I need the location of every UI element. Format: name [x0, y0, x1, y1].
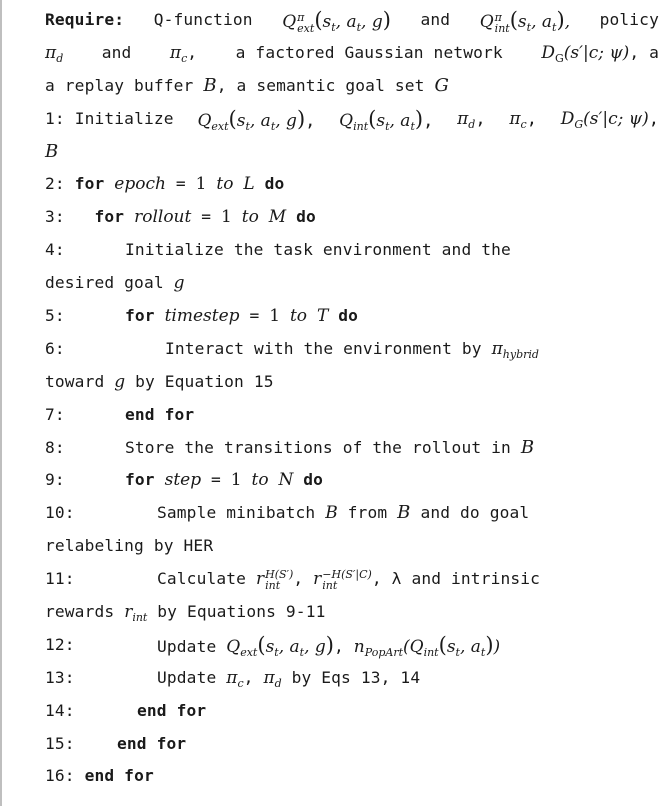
algo-line-9: 9: for step = 1 to N do [45, 470, 324, 491]
line-number: 5: [45, 306, 65, 326]
algo-line-1-cont [45, 136, 659, 169]
replay-buffer-symbol: B [203, 74, 217, 96]
line-number: 12: [45, 634, 75, 654]
algo-line-12: 12: Update $Q_{ext}(s_t$, $a_t$, g), $n_{PopArt}(Q_{int}(s_t$, $a_t$)) [45, 632, 501, 659]
line-number: 7: [45, 404, 65, 424]
line-number: 2: [45, 174, 65, 194]
formula-q-ext: $Q_{ext}(s_t$, $a_t$, g), [197, 106, 316, 133]
require-policy: policy [599, 10, 659, 29]
algo-line-6-cont: toward g by Equation 15 [45, 371, 274, 392]
require-keyword: Require: [45, 10, 125, 29]
require-text-goalset: a semantic goal set [236, 75, 425, 95]
formula-gaussian: $D_G(s'|c$; ψ), [560, 108, 659, 131]
algo-line-16: 16: end for [45, 766, 154, 786]
policy-pi-d: $\pi_d$, [457, 108, 486, 131]
algo-line-3: 3: for rollout = 1 to M do [45, 207, 316, 228]
policy-pi-c: $\pi_c$, [509, 108, 537, 131]
line-number: 16: [45, 766, 75, 786]
formula-gaussian: $D_G(s'|c$; ψ), a [541, 42, 659, 65]
algo-line-14: 14: end for [45, 700, 207, 720]
line-number: 14: [45, 700, 75, 720]
line-number: 6: [45, 338, 65, 358]
line-number: 8: [45, 437, 65, 457]
line-number: 10: [45, 503, 75, 523]
algo-line-11-cont: rewards $r_{int}$ by Equations 9-11 [45, 602, 326, 625]
require-text-buffer: a replay buffer [45, 75, 194, 95]
algo-line-6: 6: Interact with the environment by $\pi_{hybrid}$ [45, 338, 539, 361]
replay-buffer-symbol: B [45, 140, 59, 162]
algo-line-10: 10: Sample minibatch B from B and do goal [45, 502, 530, 524]
algo-line-4: 4: Initialize the task environment and the [45, 240, 511, 260]
algo-line-11: 11: Calculate r H(S′) int , r −H(S′|C) int , λ and intrinsic [45, 567, 541, 592]
algo-line-2: 2: for epoch = 1 to L do [45, 174, 285, 195]
line-number: 13: [45, 667, 75, 687]
formula-q-int: Q π int ($s_t$, $a_t$), [479, 8, 571, 35]
require-and-1: and [420, 10, 451, 29]
require-line-1 [45, 4, 659, 37]
algo-line-1: 1: Initialize $Q_{ext}(s_t$, $a_t$, g), $Q_{int}(s_t$, $a_t$), $\pi_d$, $\pi_c$, $D_G(s'|c$; ψ), [45, 103, 659, 136]
algo-line-15: 15: end for [45, 733, 187, 753]
algo-line-4-cont: desired goal g [45, 273, 185, 294]
line-number: 4: [45, 240, 65, 260]
algo-line-5: 5: for timestep = 1 to T do [45, 306, 358, 327]
line-number: 3: [45, 207, 65, 227]
policy-pi-d: $\pi_d$ [45, 42, 64, 65]
require-text-q-function: Q-function [153, 10, 253, 29]
algo-line-13: 13: Update $\pi_c$, $\pi_d$ by Eqs 13, 14 [45, 667, 421, 690]
require-line-3: a replay buffer B, a semantic goal set G [45, 74, 449, 96]
require-and-2: and [101, 42, 132, 62]
line-number: 11: [45, 569, 75, 589]
line-number: 9: [45, 470, 65, 490]
line-number: 1: [45, 108, 65, 128]
formula-q-int: $Q_{int}(s_t$, $a_t$), [339, 106, 434, 133]
require-line-2 [45, 37, 659, 70]
algo-line-10-cont: relabeling by HER [45, 536, 214, 556]
policy-pi-c: $\pi_c$, [169, 42, 198, 65]
formula-q-ext: Q π ext ($s_t$, $a_t$, g) [282, 8, 391, 35]
require-text-network: a factored Gaussian network [235, 42, 503, 62]
line-number: 15: [45, 733, 75, 753]
goal-set-symbol: G [434, 74, 449, 96]
algo-line-8: 8: Store the transitions of the rollout in B [45, 436, 535, 458]
algo-line-7: 7: end for [45, 404, 195, 424]
